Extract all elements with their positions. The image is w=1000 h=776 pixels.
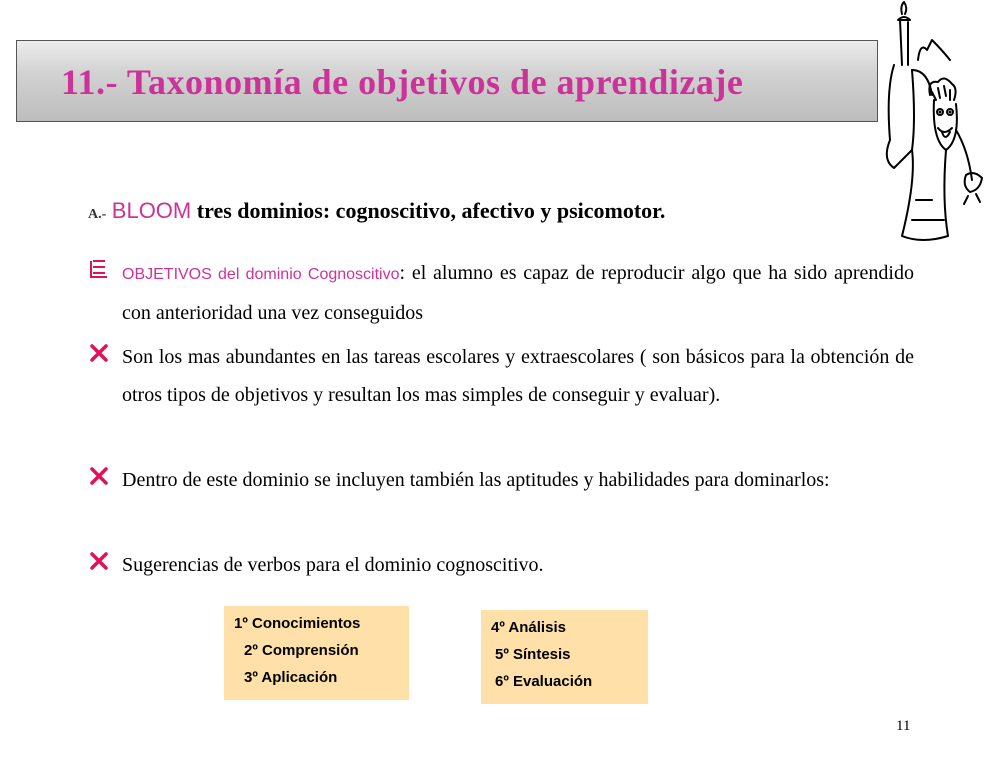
bullet-cognitive-objectives [88,254,914,332]
levels-box-left [224,606,409,700]
x-mark-icon [88,342,110,364]
slide-title: 11.- Taxonomía de objetivos de aprendizaje [61,62,744,102]
bullet-aptitudes [88,461,914,499]
cognitive-label: OBJETIVOS del dominio Cognoscitivo [122,266,400,283]
section-subtitle [88,198,665,224]
bullet-text: Sugerencias de verbos para el dominio cognoscitivo. [122,554,544,576]
levels-box-right [481,610,648,704]
level-item: 2º Comprensión [244,642,359,659]
title-banner [16,40,878,122]
page-number: 11 [896,718,911,734]
bullet-abundant [88,338,914,414]
bullet-text: Dentro de este dominio se incluyen también las aptitudes y habilidades para dominarlos: [122,469,830,491]
checklist-icon [88,258,110,280]
x-mark-icon [88,550,110,572]
cognitive-description: : el alumno es capaz de reproducir algo que ha sido aprendido con anterioridad una vez conseguidos [122,262,914,324]
level-item: 4º Análisis [491,619,566,636]
level-item: 1º Conocimientos [234,615,361,632]
level-item: 6º Evaluación [495,673,593,690]
cartoon-figure-illustration [872,0,992,250]
bullet-verb-suggestions [88,546,914,584]
subtitle-prefix: A.- [88,207,107,222]
level-item: 3º Aplicación [244,669,338,686]
x-mark-icon [88,465,110,487]
bullet-text: Son los mas abundantes en las tareas escolares y extraescolares ( son básicos para la obtención de otros tipos de objetivos y resultan los mas simples de conseguir y evaluar). [122,346,914,406]
subtitle-bloom: BLOOM [111,198,192,223]
subtitle-text: tres dominios: cognoscitivo, afectivo y psicomotor. [196,198,666,223]
bullet-text [122,254,914,332]
level-item: 5º Síntesis [495,646,571,663]
